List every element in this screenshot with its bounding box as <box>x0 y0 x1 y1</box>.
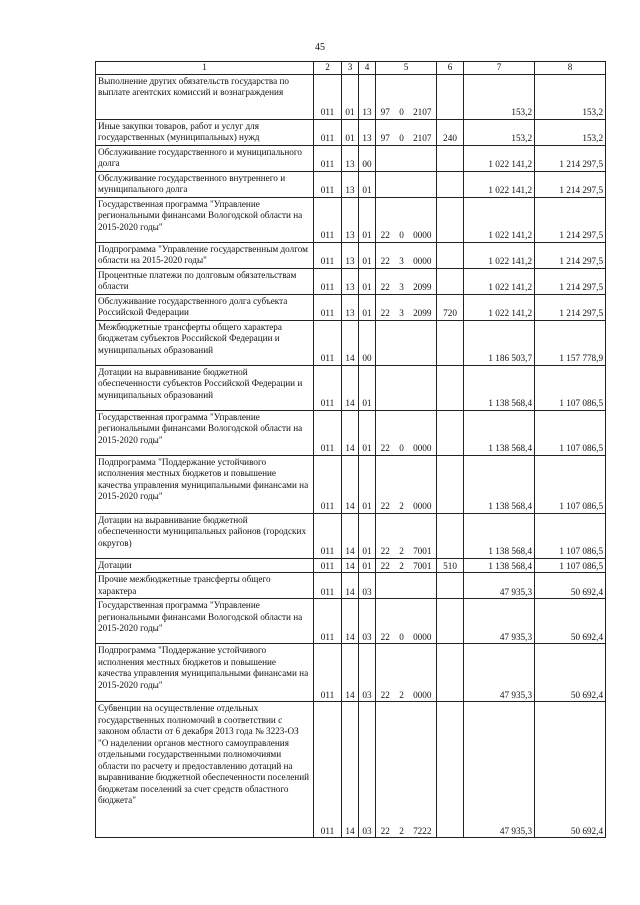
col8-amount: 1 214 297,5 <box>535 294 606 320</box>
row-name: Государственная программа "Управление региональными финансами Вологодской области на 2015-2020 годы" <box>96 197 314 242</box>
header-cell-7: 7 <box>464 62 535 75</box>
col2-code: 011 <box>314 145 342 171</box>
col5-direction: 2099 <box>409 268 437 294</box>
table-row <box>96 145 606 171</box>
col7-amount: 153,2 <box>464 119 535 145</box>
col6-expense-type <box>437 268 464 294</box>
col5-program: 22 <box>376 242 395 268</box>
row-name: Дотации <box>96 558 314 573</box>
row-name: Межбюджетные трансферты общего характера бюджетам субъектов Российской Федерации и муниципальных образований <box>96 320 314 365</box>
col4-subsection: 03 <box>359 573 376 599</box>
col5-subprogram: 2 <box>395 513 409 558</box>
col7-amount: 47 935,3 <box>464 599 535 644</box>
col4-subsection: 00 <box>359 145 376 171</box>
col3-section: 14 <box>342 573 359 599</box>
table-row <box>96 268 606 294</box>
col5-direction <box>409 320 437 365</box>
col5-program: 22 <box>376 513 395 558</box>
col5-subprogram: 0 <box>395 74 409 119</box>
col5-direction: 0000 <box>409 410 437 455</box>
col5-direction: 0000 <box>409 197 437 242</box>
col2-code: 011 <box>314 644 342 702</box>
col7-amount: 1 138 568,4 <box>464 513 535 558</box>
col2-code: 011 <box>314 119 342 145</box>
row-name: Дотации на выравнивание бюджетной обеспеченности субъектов Российской Федерации и муниципальных образований <box>96 365 314 410</box>
col5-program <box>376 573 395 599</box>
col3-section: 14 <box>342 644 359 702</box>
col6-expense-type <box>437 644 464 702</box>
col7-amount: 47 935,3 <box>464 702 535 838</box>
col3-section: 01 <box>342 119 359 145</box>
budget-table <box>95 61 606 838</box>
col5-program: 22 <box>376 599 395 644</box>
col4-subsection: 03 <box>359 702 376 838</box>
col4-subsection: 01 <box>359 294 376 320</box>
col6-expense-type <box>437 599 464 644</box>
col2-code: 011 <box>314 702 342 838</box>
col5-subprogram: 0 <box>395 410 409 455</box>
col8-amount: 50 692,4 <box>535 599 606 644</box>
col5-subprogram: 3 <box>395 268 409 294</box>
table-row <box>96 573 606 599</box>
col7-amount: 1 138 568,4 <box>464 558 535 573</box>
col7-amount: 47 935,3 <box>464 644 535 702</box>
col6-expense-type <box>437 320 464 365</box>
col5-program: 22 <box>376 197 395 242</box>
col3-section: 01 <box>342 74 359 119</box>
col5-direction <box>409 365 437 410</box>
table-row <box>96 294 606 320</box>
col3-section: 13 <box>342 145 359 171</box>
col5-direction <box>409 573 437 599</box>
col5-subprogram <box>395 573 409 599</box>
col2-code: 011 <box>314 573 342 599</box>
col7-amount: 1 022 141,2 <box>464 294 535 320</box>
col5-subprogram: 3 <box>395 242 409 268</box>
col4-subsection: 01 <box>359 197 376 242</box>
col5-program: 22 <box>376 644 395 702</box>
col2-code: 011 <box>314 294 342 320</box>
col5-direction: 0000 <box>409 242 437 268</box>
col5-subprogram: 2 <box>395 644 409 702</box>
table-row <box>96 410 606 455</box>
col3-section: 14 <box>342 599 359 644</box>
col5-program: 97 <box>376 119 395 145</box>
col6-expense-type <box>437 242 464 268</box>
col2-code: 011 <box>314 558 342 573</box>
col3-section: 14 <box>342 455 359 513</box>
table-row <box>96 644 606 702</box>
col8-amount: 1 157 778,9 <box>535 320 606 365</box>
col8-amount: 1 107 086,5 <box>535 455 606 513</box>
col6-expense-type: 240 <box>437 119 464 145</box>
col4-subsection: 13 <box>359 74 376 119</box>
col6-expense-type <box>437 74 464 119</box>
header-cell-4: 4 <box>359 62 376 75</box>
col3-section: 14 <box>342 702 359 838</box>
row-name: Обслуживание государственного долга субъекта Российской Федерации <box>96 294 314 320</box>
table-row <box>96 171 606 197</box>
col5-program <box>376 171 395 197</box>
row-name: Государственная программа "Управление региональными финансами Вологодской области на 2015-2020 годы" <box>96 410 314 455</box>
col3-section: 14 <box>342 320 359 365</box>
table-row <box>96 702 606 838</box>
col7-amount: 47 935,3 <box>464 573 535 599</box>
col5-direction <box>409 145 437 171</box>
col5-direction: 7001 <box>409 513 437 558</box>
col7-amount: 1 022 141,2 <box>464 268 535 294</box>
col6-expense-type <box>437 513 464 558</box>
col2-code: 011 <box>314 74 342 119</box>
col5-program: 97 <box>376 74 395 119</box>
col3-section: 14 <box>342 558 359 573</box>
table-row <box>96 599 606 644</box>
col5-direction: 7222 <box>409 702 437 838</box>
table-row <box>96 242 606 268</box>
col7-amount: 1 186 503,7 <box>464 320 535 365</box>
header-cell-1: 1 <box>96 62 314 75</box>
col7-amount: 1 022 141,2 <box>464 242 535 268</box>
row-name: Субвенции на осуществление отдельных государственных полномочий в соответствии с законом области от 6 декабря 2013 года № 3223-ОЗ "О наделении органов местного самоуправления отдельными государственными полномочиями области по расчету и предоставлению дотаций на выравнивание бюджетной обеспеченности поселений бюджетам поселений за счет средств областного бюджета" <box>96 702 314 838</box>
col2-code: 011 <box>314 242 342 268</box>
col3-section: 13 <box>342 197 359 242</box>
col3-section: 13 <box>342 268 359 294</box>
table-row <box>96 513 606 558</box>
row-name: Подпрограмма "Поддержание устойчивого исполнения местных бюджетов и повышение качества управления муниципальными финансами на 2015-2020 годы" <box>96 455 314 513</box>
table-row <box>96 197 606 242</box>
col8-amount: 153,2 <box>535 119 606 145</box>
col6-expense-type <box>437 197 464 242</box>
table-row <box>96 558 606 573</box>
col5-program <box>376 145 395 171</box>
col5-subprogram: 0 <box>395 197 409 242</box>
col4-subsection: 03 <box>359 599 376 644</box>
col6-expense-type <box>437 171 464 197</box>
table-row <box>96 365 606 410</box>
col5-program: 22 <box>376 410 395 455</box>
col2-code: 011 <box>314 320 342 365</box>
col6-expense-type <box>437 145 464 171</box>
col5-subprogram <box>395 365 409 410</box>
col4-subsection: 01 <box>359 171 376 197</box>
row-name: Выполнение других обязательств государства по выплате агентских комиссий и вознаграждения <box>96 74 314 119</box>
col5-subprogram: 0 <box>395 119 409 145</box>
col4-subsection: 01 <box>359 513 376 558</box>
col4-subsection: 01 <box>359 268 376 294</box>
col5-program: 22 <box>376 702 395 838</box>
col5-subprogram: 0 <box>395 599 409 644</box>
col4-subsection: 01 <box>359 558 376 573</box>
col3-section: 13 <box>342 294 359 320</box>
col8-amount: 1 214 297,5 <box>535 197 606 242</box>
col5-direction: 0000 <box>409 644 437 702</box>
col3-section: 13 <box>342 171 359 197</box>
row-name: Обслуживание государственного внутреннего и муниципального долга <box>96 171 314 197</box>
row-name: Дотации на выравнивание бюджетной обеспеченности муниципальных районов (городских округов) <box>96 513 314 558</box>
col5-direction: 0000 <box>409 599 437 644</box>
row-name: Процентные платежи по долговым обязательствам области <box>96 268 314 294</box>
col5-program: 22 <box>376 268 395 294</box>
col7-amount: 1 022 141,2 <box>464 145 535 171</box>
col5-program <box>376 365 395 410</box>
col5-direction: 2107 <box>409 119 437 145</box>
col5-subprogram: 2 <box>395 455 409 513</box>
col4-subsection: 03 <box>359 644 376 702</box>
col2-code: 011 <box>314 410 342 455</box>
col5-subprogram <box>395 171 409 197</box>
col5-subprogram: 3 <box>395 294 409 320</box>
header-cell-8: 8 <box>535 62 606 75</box>
col2-code: 011 <box>314 197 342 242</box>
col7-amount: 153,2 <box>464 74 535 119</box>
col6-expense-type: 720 <box>437 294 464 320</box>
col5-subprogram <box>395 320 409 365</box>
col8-amount: 153,2 <box>535 74 606 119</box>
col4-subsection: 13 <box>359 119 376 145</box>
col6-expense-type <box>437 365 464 410</box>
col5-program: 22 <box>376 294 395 320</box>
page-number: 45 <box>315 42 325 53</box>
col5-subprogram <box>395 145 409 171</box>
col2-code: 011 <box>314 599 342 644</box>
col5-direction: 2099 <box>409 294 437 320</box>
col5-direction: 2107 <box>409 74 437 119</box>
header-cell-6: 6 <box>437 62 464 75</box>
col2-code: 011 <box>314 268 342 294</box>
col5-program: 22 <box>376 455 395 513</box>
table-row <box>96 320 606 365</box>
col8-amount: 1 107 086,5 <box>535 410 606 455</box>
row-name: Государственная программа "Управление региональными финансами Вологодской области на 2015-2020 годы" <box>96 599 314 644</box>
row-name: Подпрограмма "Управление государственным долгом области на 2015-2020 годы" <box>96 242 314 268</box>
table-row <box>96 74 606 119</box>
header-cell-3: 3 <box>342 62 359 75</box>
col4-subsection: 01 <box>359 410 376 455</box>
col8-amount: 50 692,4 <box>535 573 606 599</box>
col6-expense-type <box>437 455 464 513</box>
row-name: Обслуживание государственного и муниципального долга <box>96 145 314 171</box>
col8-amount: 1 107 086,5 <box>535 558 606 573</box>
col5-program: 22 <box>376 558 395 573</box>
col4-subsection: 00 <box>359 320 376 365</box>
col7-amount: 1 138 568,4 <box>464 365 535 410</box>
col6-expense-type: 510 <box>437 558 464 573</box>
col5-program <box>376 320 395 365</box>
col5-direction: 0000 <box>409 455 437 513</box>
col2-code: 011 <box>314 171 342 197</box>
row-name: Прочие межбюджетные трансферты общего характера <box>96 573 314 599</box>
row-name: Иные закупки товаров, работ и услуг для государственных (муниципальных) нужд <box>96 119 314 145</box>
col6-expense-type <box>437 702 464 838</box>
col8-amount: 1 214 297,5 <box>535 268 606 294</box>
col7-amount: 1 022 141,2 <box>464 197 535 242</box>
col2-code: 011 <box>314 455 342 513</box>
col6-expense-type <box>437 573 464 599</box>
header-cell-5: 5 <box>376 62 437 75</box>
col7-amount: 1 138 568,4 <box>464 455 535 513</box>
col8-amount: 1 214 297,5 <box>535 171 606 197</box>
col4-subsection: 01 <box>359 242 376 268</box>
col8-amount: 1 107 086,5 <box>535 365 606 410</box>
col4-subsection: 01 <box>359 455 376 513</box>
col2-code: 011 <box>314 365 342 410</box>
col7-amount: 1 022 141,2 <box>464 171 535 197</box>
col3-section: 14 <box>342 513 359 558</box>
col5-subprogram: 2 <box>395 702 409 838</box>
col2-code: 011 <box>314 513 342 558</box>
col3-section: 13 <box>342 242 359 268</box>
col7-amount: 1 138 568,4 <box>464 410 535 455</box>
col3-section: 14 <box>342 365 359 410</box>
col5-direction: 7001 <box>409 558 437 573</box>
col6-expense-type <box>437 410 464 455</box>
header-cell-2: 2 <box>314 62 342 75</box>
col4-subsection: 01 <box>359 365 376 410</box>
col8-amount: 50 692,4 <box>535 702 606 838</box>
row-name: Подпрограмма "Поддержание устойчивого исполнения местных бюджетов и повышение качества управления муниципальными финансами на 2015-2020 годы" <box>96 644 314 702</box>
col8-amount: 1 107 086,5 <box>535 513 606 558</box>
table-row <box>96 119 606 145</box>
col8-amount: 50 692,4 <box>535 644 606 702</box>
table-row <box>96 455 606 513</box>
col5-subprogram: 2 <box>395 558 409 573</box>
col8-amount: 1 214 297,5 <box>535 145 606 171</box>
col5-direction <box>409 171 437 197</box>
header-row <box>96 62 606 75</box>
col3-section: 14 <box>342 410 359 455</box>
col8-amount: 1 214 297,5 <box>535 242 606 268</box>
